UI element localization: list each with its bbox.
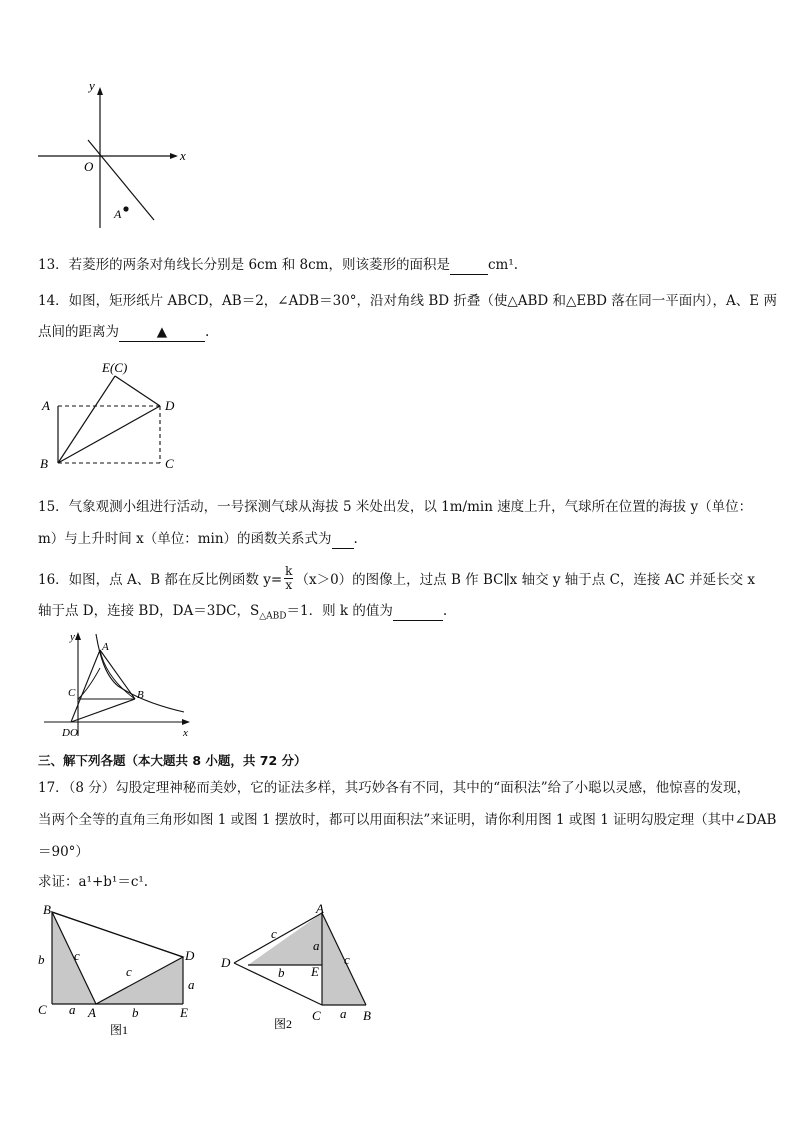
label-b: B: [137, 689, 144, 701]
side-a-label-1: a: [69, 1002, 76, 1017]
y-axis-arrow: [97, 87, 103, 95]
q13-text: 13．若菱形的两条对角线长分别是 6cm 和 8cm，则该菱形的面积是: [38, 257, 450, 273]
label-c: C: [165, 456, 174, 471]
origin-label: O: [84, 159, 94, 174]
side-a-label-2: a: [188, 977, 195, 992]
side-b-label: b: [38, 952, 45, 967]
q17-line2: 当两个全等的直角三角形如图 1 或图 1 摆放时，都可以用面积法”来证明，请你利用图 1 或图 1 证明勾股定理（其中∠DAB: [38, 812, 777, 828]
x-label: x: [180, 148, 186, 163]
point-d: D: [221, 955, 231, 970]
point-c: C: [38, 1002, 47, 1017]
q16-subscript: △ABD: [259, 611, 287, 622]
q13-answer-blank[interactable]: [450, 256, 488, 275]
figure-14: [36, 356, 186, 476]
fraction-k-over-x: [284, 565, 293, 592]
figure-16: [40, 628, 200, 740]
point-a: A: [316, 901, 324, 916]
q14-line2: [38, 323, 209, 342]
point-b: B: [43, 902, 51, 917]
q14-answer-blank[interactable]: [119, 323, 205, 342]
q16-answer-blank[interactable]: [393, 602, 443, 621]
q15-line1: 15．气象观测小组进行活动，一号探测气球从海拔 5 米处出发，以 1m/min 速度上升，气球所在位置的海拔 y（单位：: [38, 499, 753, 515]
point-a-label: A: [114, 207, 122, 221]
point-a-dot: [123, 206, 128, 211]
line-ab: [100, 650, 135, 699]
q15-text: m）与上升时间 x（单位：min）的函数关系式为: [38, 531, 332, 547]
q16-text-d: ＝1．则 k 的值为: [286, 603, 393, 619]
label-c: C: [68, 687, 76, 699]
side-c-label-1: c: [271, 926, 277, 941]
line-db: [71, 699, 135, 722]
q16-line1: [38, 564, 755, 594]
q17-line3: ＝90°）: [38, 844, 89, 860]
section-heading: 三、解下列各题（本大题共 8 小题，共 72 分）: [38, 753, 307, 768]
caption-fig2: 图2: [274, 1017, 293, 1031]
q17-line1: 17．（8 分）勾股定理神秘而美妙，它的证法多样，其巧妙各有不同，其中的“面积法”给了小聪以灵感，他惊喜的发现，: [38, 780, 751, 796]
q16-line2: [38, 602, 447, 626]
point-b: B: [363, 1008, 371, 1023]
x-axis-arrow: [170, 153, 178, 159]
inner-curve-2: [78, 668, 100, 699]
q16-text-b: （x＞0）的图像上，过点 B 作 BC∥x 轴交 y 轴于点 C，连接 AC 并延长交 x: [295, 572, 755, 588]
side-c-label-2: c: [344, 952, 350, 967]
figure-1: [34, 900, 206, 1040]
q15-answer-blank[interactable]: [332, 530, 354, 549]
q14-line1: 14．如图，矩形纸片 ABCD，AB＝2，∠ADB＝30°，沿对角线 BD 折叠（使△ABD 和△EBD 落在同一平面内），A、E 两: [38, 293, 777, 309]
y-axis-arrow: [75, 632, 81, 640]
point-e: E: [311, 964, 319, 979]
y-label: y: [70, 631, 75, 643]
x-axis-arrow: [182, 719, 190, 725]
diagonal-bd: [58, 406, 160, 463]
figure-2: [216, 898, 382, 1038]
fraction-numerator: k: [285, 564, 293, 578]
edge-be: [58, 376, 115, 463]
q17-prove: 求证：a¹+b¹＝c¹.: [38, 874, 149, 890]
point-a: A: [88, 1005, 96, 1020]
q16-end: .: [442, 603, 448, 619]
point-c: C: [312, 1008, 321, 1023]
fraction-denominator: x: [285, 578, 293, 592]
side-a-label-1: a: [313, 938, 320, 953]
q15-line2: [38, 530, 358, 549]
point-d: D: [185, 948, 195, 963]
label-a: A: [102, 641, 109, 653]
line-da: [71, 650, 100, 722]
q15-end: .: [353, 531, 358, 547]
side-b-label-2: b: [132, 1005, 139, 1020]
label-do: DO: [62, 727, 78, 739]
side-c-label-1: c: [74, 948, 80, 963]
q16-text-c: 轴于点 D，连接 BD，DA＝3DC，S: [38, 603, 260, 619]
label-a: A: [42, 398, 50, 413]
label-e-c: E(C): [102, 360, 128, 375]
label-b: B: [40, 456, 48, 471]
q16-text-a: 16．如图，点 A、B 都在反比例函数 y=: [38, 572, 283, 588]
label-d: D: [165, 398, 175, 413]
figure-axes-line: [30, 78, 190, 230]
caption-fig1: 图1: [110, 1023, 129, 1037]
q14-text: 点间的距离为: [38, 324, 119, 340]
edge-ed: [115, 376, 160, 406]
y-label: y: [89, 78, 95, 93]
side-b-label: b: [278, 965, 285, 980]
side-a-label-2: a: [340, 1006, 347, 1021]
q13-unit: cm¹.: [487, 257, 519, 273]
point-e: E: [180, 1005, 188, 1020]
q14-end: .: [205, 324, 210, 340]
x-label: x: [183, 727, 188, 739]
side-c-label-2: c: [126, 964, 132, 979]
shaded-triangle-ade: [248, 913, 322, 965]
triangle-marker-icon: ▲: [156, 324, 168, 340]
question-13: [38, 256, 518, 275]
